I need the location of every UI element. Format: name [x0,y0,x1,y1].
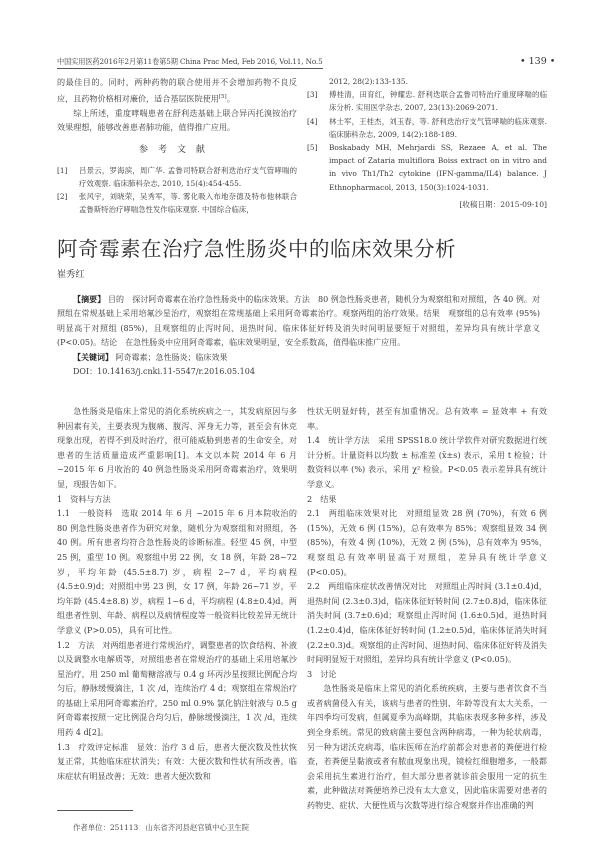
reference-item: [4] 林士军，王桂杰，刘玉春，等. 舒利迭治疗支气管哮喘的临床观察. 临床肺科杂志, 2009, 14(2):188-189. [307,116,547,139]
journal-running-head: 中国实用医药2016年2月第11卷第5期 China Prac Med, Feb 2016, Vol.11, No.5 [57,57,323,69]
keywords-text: 阿奇霉素；急性肠炎；临床效果 [115,353,228,363]
article-title: 阿奇霉素在治疗急性肠炎中的临床效果分析 [57,237,456,261]
abstract-block [57,292,540,380]
subsection-methods: 1.2 方法 对两组患者进行常规治疗，调整患者的饮食结构、补液以及调整水电解质等，对照组患者在常规治疗的基础上采用培氟沙星治疗，用 250 ml 葡萄糖溶液与 0.4 g 环丙沙星按照比例配合均匀后，静脉缓慢滴注，1 次 /d，连续治疗 4 d；观察组在常规治疗的基础上采用阿奇霉素治疗，250 ml 0.9% 氯化钠注射液与 0.5 g 阿奇霉素按照一定比例混合均匀后，静脉缓慢滴注，1 次 /d，连续用药 4 d[2]。 [57,639,297,738]
citation: [5] [218,93,227,100]
subsection-statistics: 1.4 统计学方法 采用 SPSS18.0 统计学软件对研究数据进行统计分析。计量资料以均数 ± 标准差 (x̄±s) 表示，采用 t 检验；计数资料以率 (%) 表示，采用 χ² 检验。P<0.05 表示差异具有统计学意义。 [307,435,547,489]
reference-item: [1] 吕景云，罗海滨，周广华. 孟鲁司特联合舒利迭治疗支气管哮喘的疗效观察. 临床肺科杂志, 2010, 15(4):454-455. [57,165,297,188]
body-right-column [307,404,547,813]
keywords [57,350,540,365]
keywords-label: 【关键词】 [73,352,113,363]
article-author: 崔秀红 [57,269,85,280]
subsection-evaluation-criteria: 1.3 疗效评定标准 显效：治疗 3 d 后，患者大便次数及性状恢复正常，其他临床症状消失；有效：大便次数和性状有所改善，临床症状有明显改善；无效：患者大便次数和 [57,741,297,781]
section-heading-results: 2 结果 [307,493,337,504]
page-number: • 139 • [520,56,556,67]
doi: DOI：10.14163/j.cnki.11-5547/r.2016.05.104 [73,367,255,377]
reference-item: [2] 张风宇，刘晓荣，吴秀军，等. 雾化吸入布地奈德及特布他林联合孟鲁斯特治疗哮喘急性发作临床观察. 中国综合临床， [57,190,297,216]
section-heading-discussion: 3 讨论 [307,668,337,679]
subsection-clinical-effect: 2.1 两组临床效果对比 对照组显效 28 例 (70%)，有效 6 例 (15%)，无效 6 例 (15%)，总有效率为 85%；观察组显效 34 例 (85%)，有效 4 例 (10%)，无效 2 例 (5%)，总有效率为 95%，观察组总有效率明显高于对照组，差异具有统计学意义 (P<0.05)。 [307,508,547,577]
abstract [57,292,540,350]
discussion-paragraph: 急性肠炎是临床上常见的消化系统疾病，主要与患者饮食不当或者病菌侵入有关，该病与患者的性别、年龄等没有太大关系，一年四季均可发病，但属夏季为高峰期，其临床表现多种多样，涉及到全身系统。常见的致病菌主要包含两种病毒，一种为轮状病毒，另一种为诺沃克病毒，临床医师在治疗前都会对患者的粪便进行检查，若粪便呈黏液或者有脓血现象出现，镜检红细胞增多，一般都会采用抗生素进行治疗，但大部分患者就诊前会服用一定的抗生素，此种做法对粪便培养已没有太大意义，因此临床需要对患者的药物史、症状、大便性质与次数等进行综合观察并作出准确的判 [307,683,547,811]
reference-item: [3] 傅桂清，田育红，钟耀忠. 舒利迭联合孟鲁司特治疗重度哮喘的临床分析. 实用医学杂志, 2007, 23(13):2069-2071. [307,90,547,113]
body-left-column [57,404,297,783]
previous-article-left-column [57,75,297,216]
subsection-symptom-improvement: 2.2 两组临床症状改善情况对比 对照组止泻时间 (3.1±0.4)d，退热时间 (2.3±0.3)d，临床体征好转时间 (2.7±0.8)d，临床体征消失时间 (3.7±0.6)d；观察组止泻时间 (1.6±0.5)d，退热时间 (1.2±0.4)d，临床体征好转时间 (1.2±0.5)d，临床体征消失时间 (2.2±0.3)d。观察组的止泻时间、退热时间、临床体征好转及消失时间明显短于对照组，差异均具有统计学意义 (P<0.05)。 [307,581,547,665]
subsection-general-data: 1.1 一般资料 选取 2014 年 6 月 ~2015 年 6 月本院收治的 80 例急性肠炎患者作为研究对象，随机分为观察组和对照组，各 40 例。所有患者均符合急性肠炎的诊断标准。轻型 45 例，中型 25 例，重型 10 例。观察组中男 22 例，女 18 例，年龄 28~72 岁，平均年龄 (45.5±8.7) 岁，病程 2~7 d，平均病程 (4.5±0.9)d；对照组中男 23 例，女 17 例，年龄 26~71 岁，平均年龄 (45.4±8.8) 岁，病程 1~6 d，平均病程 (4.8±0.4)d。两组患者性别、年龄、病程以及病情程度等一般资料比较差异无统计学意义 (P>0.05)，具有可比性。 [57,508,297,635]
section-heading-methods: 1 资料与方法 [57,493,111,504]
previous-article-right-column [307,75,547,212]
reference-2-text: 张风宇，刘晓荣，吴秀军，等. 雾化吸入布地奈德及特布他林联合孟鲁斯特治疗哮喘急性发作临床观察. 中国综合临床， [79,192,297,215]
previous-article-paragraph: 的最佳目的。同时，两种药物的联合使用并不会增加药物不良反应，且药物价格相对廉价，适合基层医院使用[5]。 [57,77,297,104]
author-affiliation: 作者单位：251113 山东省齐河县赵官镇中心卫生院 [73,823,250,832]
reference-2-continuation: 2012, 28(2):133-135. [329,77,408,86]
previous-article-conclusion: 综上所述，重度哮喘患者在舒利迭基础上联合异丙托溴铵治疗效果理想，能够改善患者肺功能，值得推广应用。 [57,107,297,133]
abstract-text: 目的 探讨阿奇霉素在治疗急性肠炎中的临床效果。方法 80 例急性肠炎患者，随机分为观察组和对照组，各 40 例。对照组在常规基础上采用培氟沙星治疗，观察组在常规基础上采用阿奇霉素治疗。观察两组的治疗效果。结果 观察组的总有效率 (95%) 明显高于对照组 (85%)，且观察组的止泻时间、退热时间、临床体征好转及消失时间明显要短于对照组，差异均具有统计学意义 (P<0.05)。结论 在急性肠炎中应用阿奇霉素，临床效果明显，安全系数高，值得临床推广应用。 [57,295,541,347]
footnote-divider [57,810,133,811]
intro-paragraph: 急性肠炎是临床上常见的消化系统疾病之一，其发病原因与多种因素有关，主要表现为腹痛、腹泻、浑身无力等，甚至会有休克现象出现，若得不到及时治疗，很可能威胁到患者的生命安全，对患者的生活质量造成严重影响[1]。本文以本院 2014 年 6 月 ~2015 年 6 月收治的 40 例急性肠炎采用阿奇霉素治疗，效果明显，现报告如下。 [57,406,297,489]
received-date: [收稿日期：2015-09-10] [459,199,547,209]
evaluation-criteria-continued: 性状无明显好转，甚至有加重情况。总有效率 = 显效率 + 有效率。 [307,406,547,431]
references-heading: 参考文献 [138,145,215,156]
reference-item: [5] Boskabady MH, Mehrjardi SS, Rezaee A, et al. The impact of Zataria multiflora Boiss extract on in vitro and in vivo Th1/Th2 cytokine (IFN-gamma/IL4) balance. J Ethnopharmacol, 2013, 150(3):1024-1031. [307,143,547,192]
abstract-label: 【摘要】 [73,294,106,304]
